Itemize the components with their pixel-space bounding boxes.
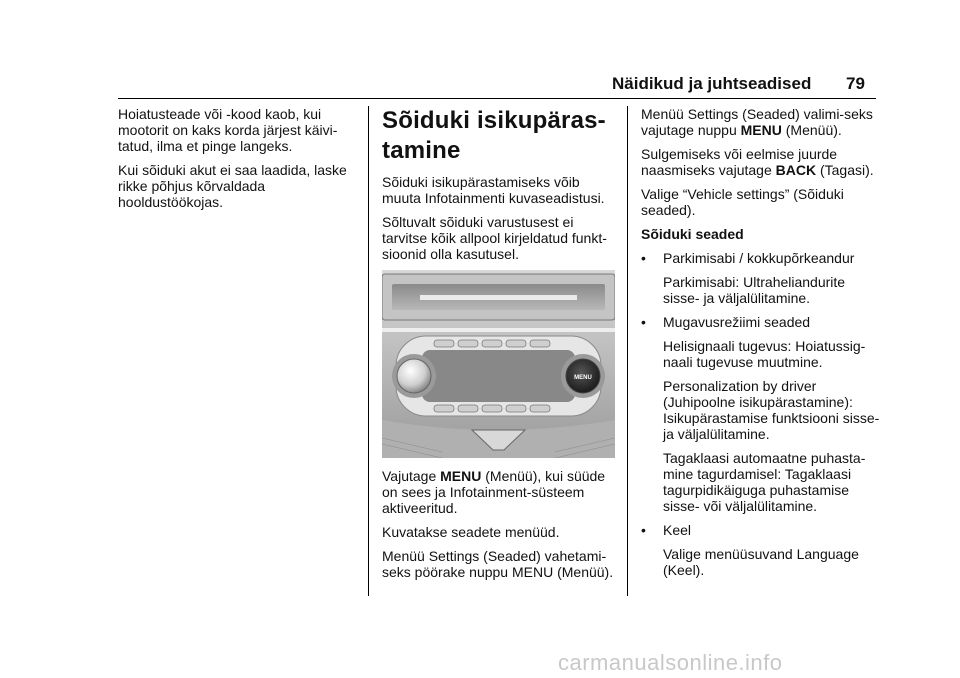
column-2 bbox=[382, 106, 618, 588]
infotainment-panel-figure bbox=[382, 270, 615, 458]
paragraph: Kuvatakse seadete menüüd. bbox=[382, 524, 560, 540]
paragraph: Valige “Vehicle settings” (Sõiduki seaded). bbox=[641, 186, 844, 218]
settings-list bbox=[641, 314, 881, 330]
back-keyword: BACK bbox=[775, 162, 817, 178]
list-item-detail: Valige menüüsuvand Language (Keel). bbox=[663, 546, 859, 578]
header-rule bbox=[118, 98, 876, 99]
paragraph: Vajutage MENU (Menüü), kui süüde on sees ja Infotainment-süsteem aktiveeritud. bbox=[382, 468, 606, 516]
menu-keyword: MENU bbox=[740, 122, 782, 138]
paragraph: Sõiduki isikupärastamiseks võib muuta Infotainmenti kuvaseadistusi. bbox=[382, 174, 605, 206]
list-item: • Parkimisabi / kokkupõrkeandur bbox=[641, 250, 881, 266]
paragraph: Kui sõiduki akut ei saa laadida, laske rikke põhjus kõrvaldada hooldustöökojas. bbox=[118, 162, 347, 210]
list-item: • Keel bbox=[641, 522, 881, 538]
menu-keyword: MENU bbox=[440, 468, 482, 484]
list-item: • Mugavusrežiimi seaded bbox=[641, 314, 881, 330]
list-item-detail: Tagaklaasi automaatne puhasta-mine tagurdamisel: Tagaklaasi tagurpidikäiguga puhastamise sisse- või väljalülitamine. bbox=[663, 450, 866, 514]
column-1 bbox=[118, 106, 354, 218]
watermark: carmanualsonline.info bbox=[558, 650, 783, 675]
list-item-detail: Personalization by driver (Juhipoolne isikupärastamine): Isikupärastamise funktsiooni sisse- ja väljalülitamine. bbox=[663, 378, 880, 442]
menu-knob-label: MENU bbox=[574, 375, 592, 381]
list-item-detail: Helisignaali tugevus: Hoiatussig-naali tugevuse muutmine. bbox=[663, 338, 866, 370]
column-3 bbox=[641, 106, 881, 586]
column-divider bbox=[627, 106, 628, 596]
settings-list bbox=[641, 522, 881, 538]
section-title: Sõiduki isikupäras-tamine bbox=[382, 107, 606, 164]
paragraph: Menüü Settings (Seaded) valimi-seks vajutage nuppu MENU (Menüü). bbox=[641, 106, 873, 138]
paragraph: Sulgemiseks või eelmise juurde naasmiseks vajutage BACK (Tagasi). bbox=[641, 146, 874, 178]
list-item-detail: Parkimisabi: Ultraheliandurite sisse- ja väljalülitamine. bbox=[663, 274, 846, 306]
paragraph: Sõltuvalt sõiduki varustusest ei tarvitse kõik allpool kirjeldatud funkt-sioonid olla kasutusel. bbox=[382, 214, 607, 262]
subheading: Sõiduki seaded bbox=[641, 226, 744, 242]
column-divider bbox=[368, 106, 369, 596]
infotainment-panel-illustration bbox=[382, 270, 615, 458]
settings-list bbox=[641, 250, 881, 266]
running-header-title: Näidikud ja juhtseadised bbox=[612, 74, 812, 93]
page-number: 79 bbox=[846, 74, 865, 93]
page-header bbox=[0, 74, 960, 98]
paragraph: Hoiatusteade või -kood kaob, kui mootorit on kaks korda järjest käivi-tatud, ilma et pinge langeks. bbox=[118, 106, 338, 154]
paragraph: Menüü Settings (Seaded) vahetami-seks pöörake nuppu MENU (Menüü). bbox=[382, 548, 614, 580]
